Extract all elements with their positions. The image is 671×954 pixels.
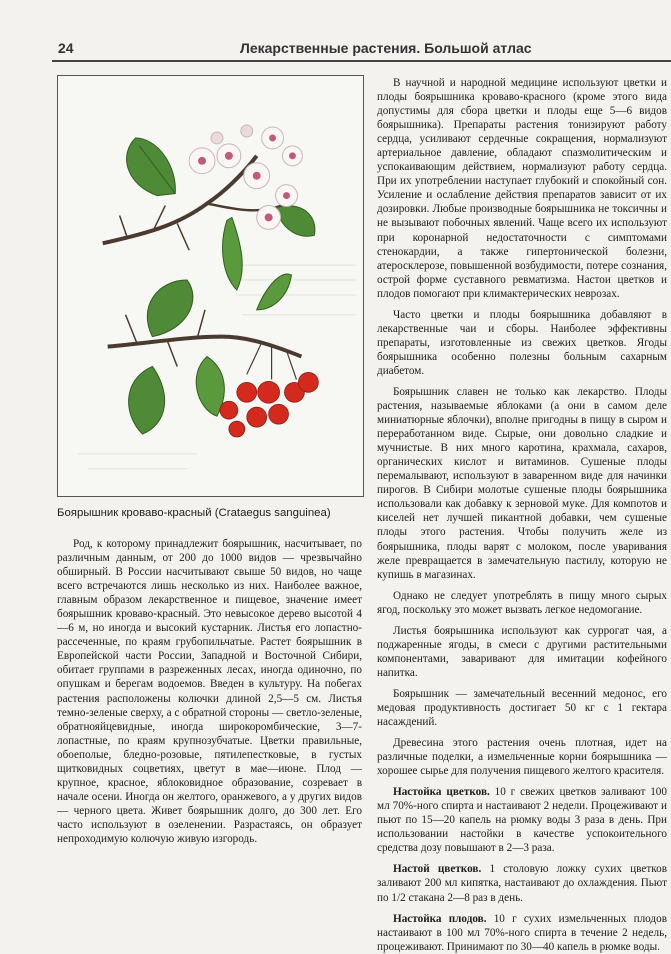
body-paragraph: Однако не следует употреблять в пищу много сырых ягод, поскольку это может вызвать легкое недомогание. (377, 589, 667, 616)
recipe-text: 1 столовую ложку сухих цветков заливают 200 мл кипятка, настаивают до охлаждения. Пьют по 1/2 стакана 2—8 раз в день. (377, 863, 667, 904)
recipe-text: 10 г сухих измельченных плодов настаивают в 100 мл 70%-ного спирта в течение 2 недель, процеживают. Принимают по 30—40 капель в рюмке воды. (377, 912, 667, 953)
lower-leaves (129, 274, 292, 434)
right-column (377, 76, 667, 954)
berry-cluster (220, 372, 318, 437)
recipe-title: Настой цветков. (393, 863, 482, 876)
hawthorn-drawing (58, 76, 363, 496)
recipe-paragraph (377, 912, 667, 954)
recipe-title: Настойка цветков. (393, 786, 490, 799)
page-header (52, 38, 671, 62)
body-paragraph: В научной и народной медицине используют цветки и плоды боярышника кроваво-красного (кроме этого вида допустимы для сбора цветки и плоды еще 5—6 видов боярышника). Препараты растения тонизируют работу сердца, усиливают сердечные сокращения, нормализуют артериальное давление, обладают спазмолитическим и успокаивающим действием, нормализуют работу сердца. При их употреблении наступает глубокий и спокойный сон. Усиление и ослабление действия препаратов зависит от их дозировки. Любые производные боярышника не токсичны и не вызывают побочных явлений. Чаще всего их используют при коронарной недостаточности с симптомами стенокардии, а также гипертонической болезни, атеросклерозе, повышенной возбудимости, потере сознания, острой форме суставного ревматизма. Настои цветков и плодов помогают при климактерических неврозах. (377, 77, 667, 300)
body-paragraph: Листья боярышника используют как суррогат чая, а поджаренные ягоды, в смеси с другими растительными компонентами, заваривают для имитации кофейного напитка. (377, 624, 667, 679)
figure-caption: Боярышник кроваво-красный (Crataegus sanguinea) (57, 507, 331, 519)
recipe-paragraph (377, 862, 667, 904)
body-paragraph: Боярышник — замечательный весенний медонос, его медовая продуктивность достигает 50 кг с 1 гектара насаждений. (377, 687, 667, 729)
page-number: 24 (58, 40, 74, 56)
body-paragraph: Род, к которому принадлежит боярышник, насчитывает, по различным данным, от 200 до 1000 видов — чрезвычайно обширный. В России насчитывают свыше 50 видов, но чаще всего встречаются лишь несколько из них. Наиболее важное, главным образом лекарственное и пищевое, значение имеет боярышник кроваво-красный. Это невысокое дерево высотой 4—6 м, но иногда и высокий кустарник. Листья его лопастно-рассеченные, по краям грубопильчатые. Растет боярышник в Европейской части России, Западной и Восточной Сибири, обитает группами в разреженных лесах, иногда одиночно, по опушкам и берегам водоемов. Введен в культуру. На побегах растения расположены колючки длиной 2,5—5 см. Листья темно-зеленые сверху, а с обратной стороны — светло-зеленые, обратнояйцевидные, иногда широкоромбические, 3—7-лопастные, по краям крупнозубчатые. Цветки правильные, обоеполые, бледно-розовые, пятилепестковые, в густых щитковидных соцветиях, цветут в мае—июне. Плод — крупное, красное, яблоковидное образование, созревает в начале осени. Иногда он желтого, оранжевого, а у других видов — черного цвета. Живет боярышник долго, до 300 лет. Его часто используют в озеленении. Разрастаясь, он образует непроходимую колючую живую изгородь. (57, 538, 362, 845)
recipe-paragraph (377, 785, 667, 855)
body-paragraph: Боярышник славен не только как лекарство. Плоды растения, называемые яблоками (а они в самом деле миниатюрные яблочки), вполне пригодны в пищу в сыром и переработанном виде. Сырые, они довольно сладкие и мучнистые. В них много каротина, крахмала, сахаров, органических кислот и витаминов. Сушеные плоды перемалывают, используют в заваренном виде для начинки пирогов. В Сибири молотые сушеные плоды боярышника использовали как добавку к зерновой муке. Для компотов и киселей нет лучшей пикантной добавки, чем сушеные плоды этого растения. Чтобы получить желе из боярышника, плоды варят с молоком, после уваривания желе превращается в замечательную пастилу, которую не купишь в магазинах. (377, 385, 667, 581)
body-paragraph: Часто цветки и плоды боярышника добавляют в лекарственные чаи и сборы. Наиболее эффективны препараты, изготовленные из свежих цветков. Ягоды боярышника особенно полезны больным сахарным диабетом. (377, 308, 667, 377)
recipe-title: Настойка плодов. (393, 912, 487, 925)
left-column (57, 537, 362, 846)
running-title: Лекарственные растения. Большой атлас (240, 40, 532, 56)
recipe-text: 10 г свежих цветков заливают 100 мл 70%-ного спирта и настаивают 2 недели. Процеживают и пьют по 15—20 капель на рюмку воды 3 раза в день. При использовании настойки в качестве успокоительного средства дозу повышают в 2—3 раза. (377, 786, 667, 855)
hawthorn-illustration (57, 75, 364, 497)
body-paragraph: Древесина этого растения очень плотная, идет на различные поделки, а измельченные корни боярышника — хорошее сырье для получения пищевого желтого красителя. (377, 737, 667, 778)
